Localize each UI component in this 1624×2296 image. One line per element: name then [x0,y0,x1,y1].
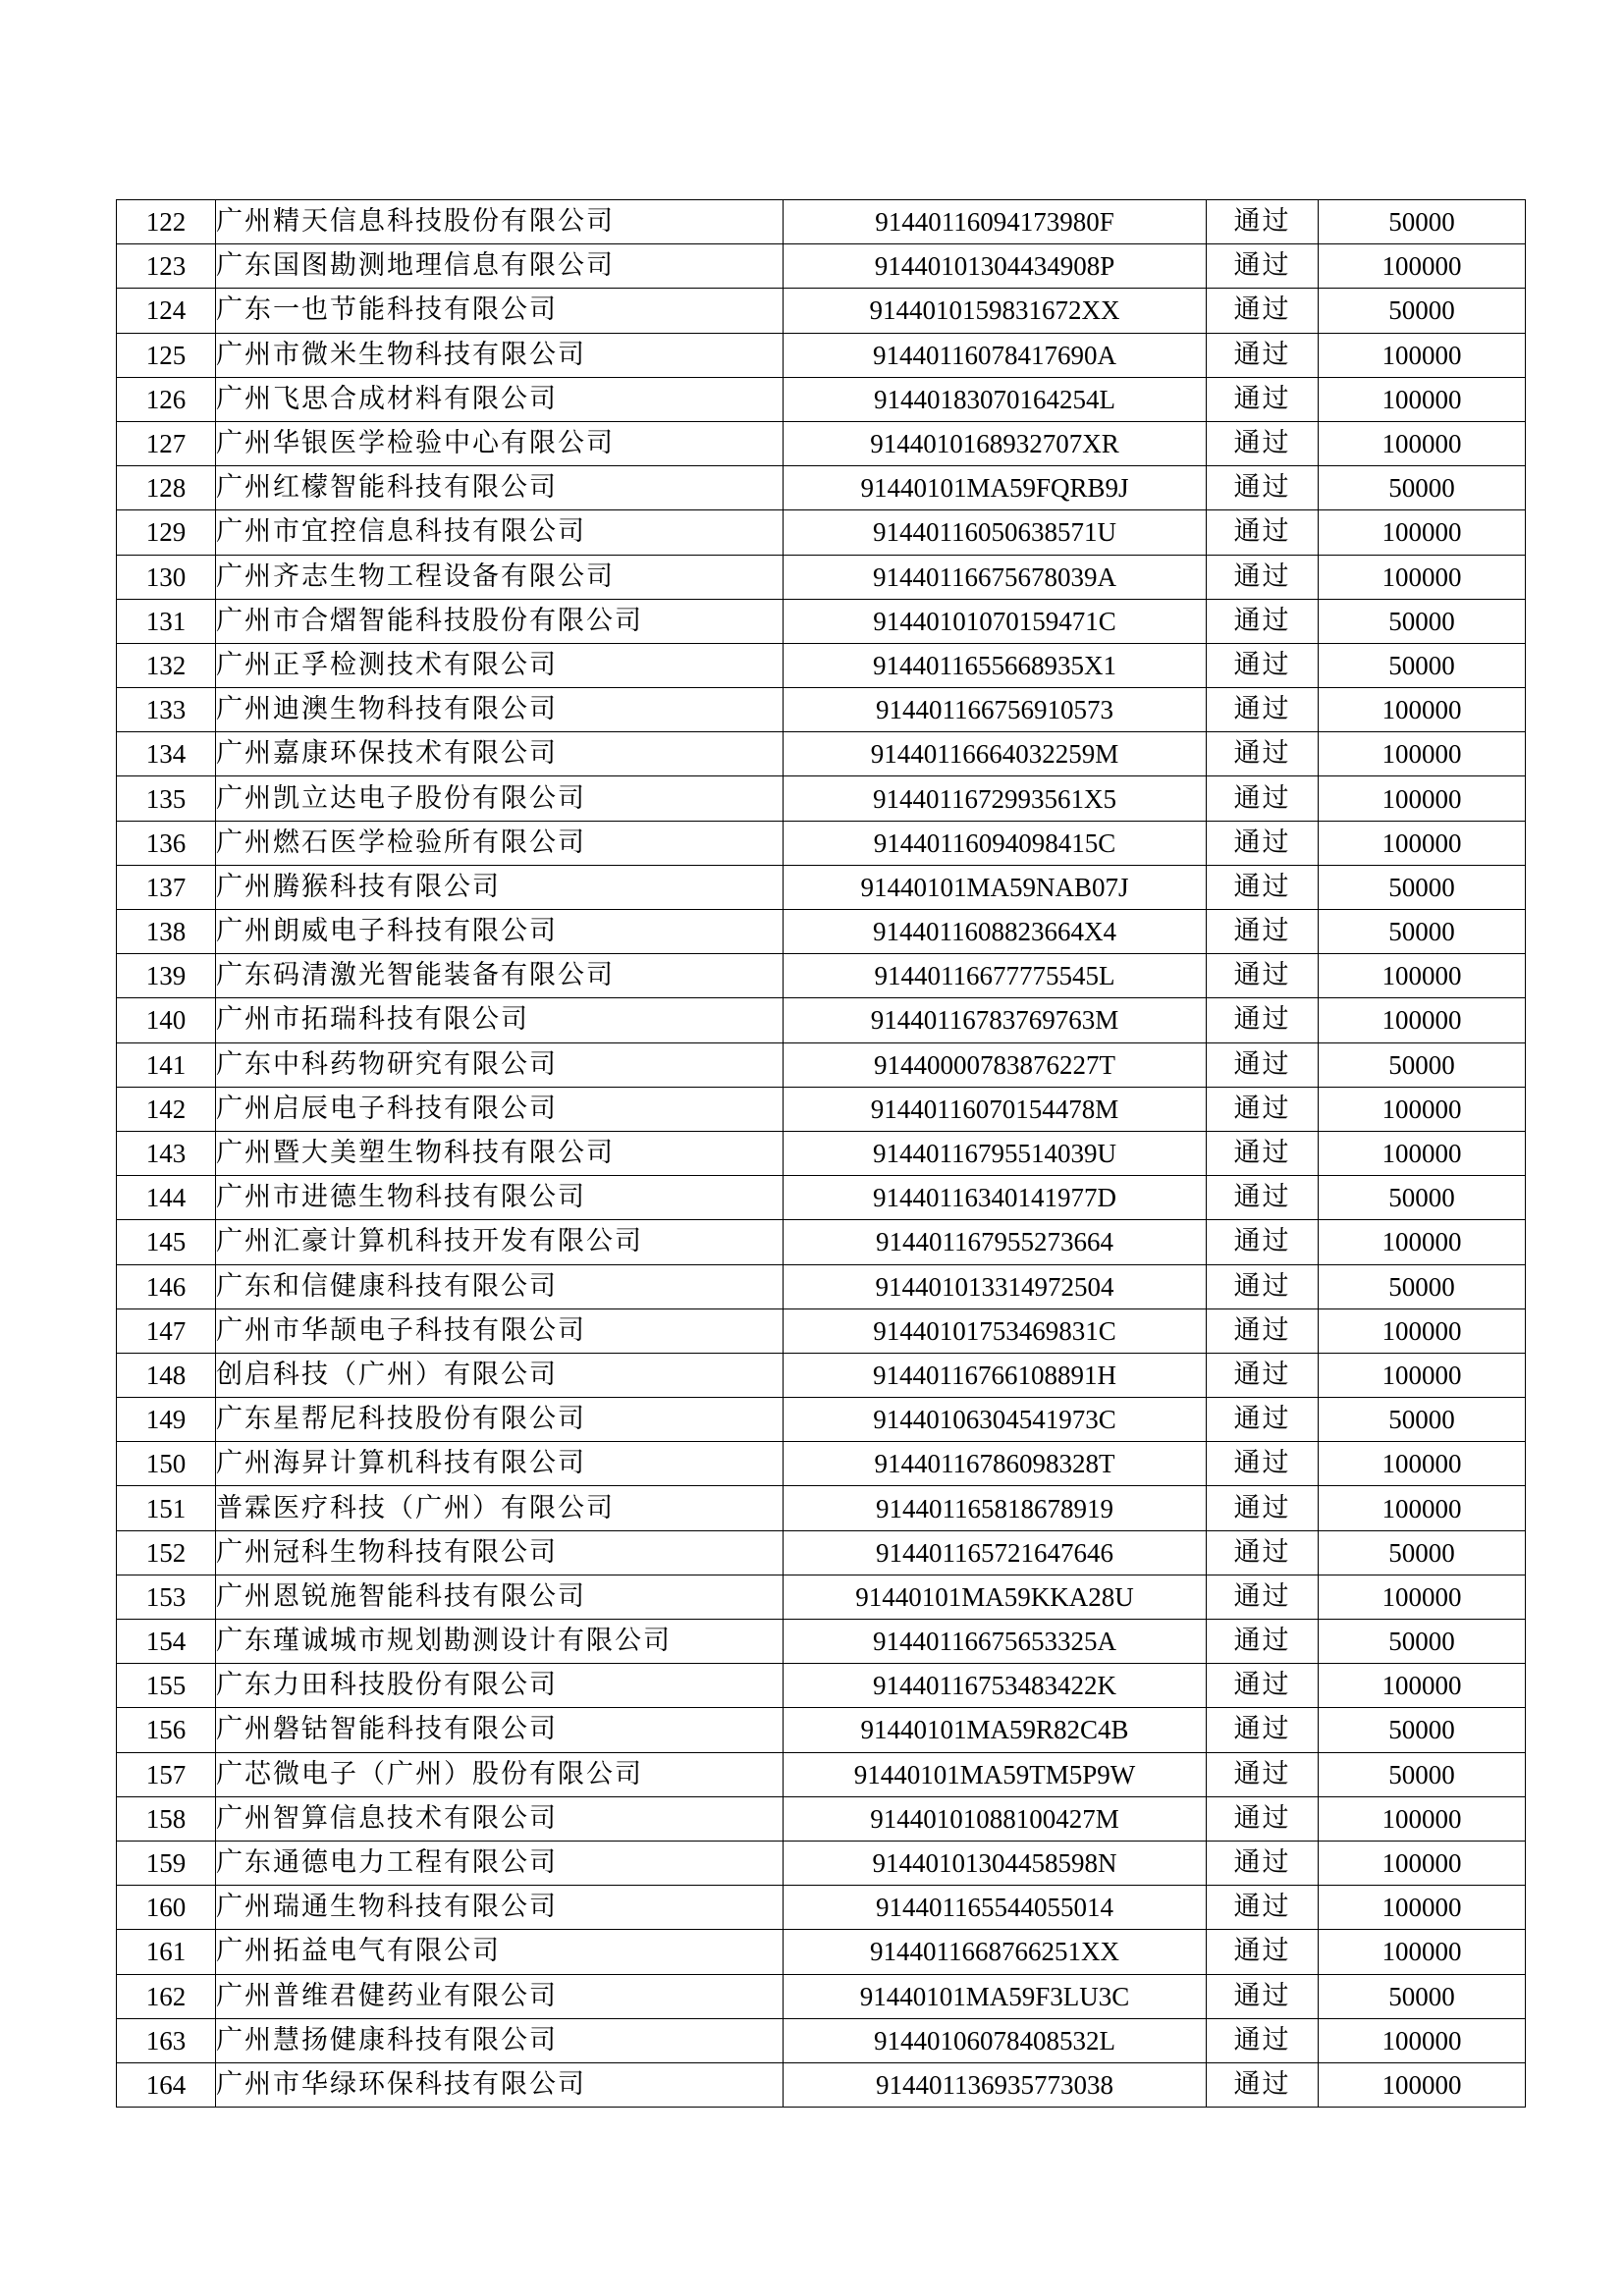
company-name-cell: 广州燃石医学检验所有限公司 [216,821,784,865]
row-number-cell: 124 [117,289,216,333]
subsidy-amount-cell: 50000 [1319,1752,1526,1796]
table-row [117,1398,1526,1442]
company-name-cell: 广州市华颉电子科技有限公司 [216,1308,784,1353]
table-row [117,1886,1526,1930]
credit-code-cell: 91440116664032259M [784,732,1207,776]
review-status-cell: 通过 [1207,1708,1319,1752]
company-name-cell: 广州磐钴智能科技有限公司 [216,1708,784,1752]
credit-code-cell: 91440116753483422K [784,1664,1207,1708]
table-row [117,1841,1526,1885]
table-row [117,1308,1526,1353]
row-number-cell: 133 [117,688,216,732]
subsidy-amount-cell: 50000 [1319,910,1526,954]
credit-code-cell: 91440000783876227T [784,1042,1207,1087]
subsidy-amount-cell: 100000 [1319,2062,1526,2107]
credit-code-cell: 91440101MA59F3LU3C [784,1974,1207,2018]
row-number-cell: 145 [117,1220,216,1264]
review-status-cell: 通过 [1207,1131,1319,1175]
review-status-cell: 通过 [1207,1796,1319,1841]
table-row [117,1176,1526,1220]
row-number-cell: 158 [117,1796,216,1841]
credit-code-cell: 91440101MA59KKA28U [784,1575,1207,1619]
credit-code-cell: 914401165721647646 [784,1530,1207,1575]
table-row [117,1131,1526,1175]
review-status-cell: 通过 [1207,1620,1319,1664]
review-status-cell: 通过 [1207,1042,1319,1087]
subsidy-amount-cell: 100000 [1319,776,1526,821]
row-number-cell: 150 [117,1442,216,1486]
subsidy-amount-cell: 100000 [1319,1575,1526,1619]
company-name-cell: 广州凯立达电子股份有限公司 [216,776,784,821]
table-row [117,1042,1526,1087]
credit-code-cell: 91440116094098415C [784,821,1207,865]
credit-code-cell: 91440116078417690A [784,333,1207,377]
table-row [117,555,1526,599]
row-number-cell: 147 [117,1308,216,1353]
subsidy-amount-cell: 100000 [1319,377,1526,421]
company-name-cell: 广州飞思合成材料有限公司 [216,377,784,421]
review-status-cell: 通过 [1207,1398,1319,1442]
review-status-cell: 通过 [1207,466,1319,510]
company-name-cell: 广州暨大美塑生物科技有限公司 [216,1131,784,1175]
company-name-cell: 广州瑞通生物科技有限公司 [216,1886,784,1930]
review-status-cell: 通过 [1207,732,1319,776]
table-row [117,1087,1526,1131]
company-name-cell: 普霖医疗科技（广州）有限公司 [216,1486,784,1530]
company-name-cell: 广东国图勘测地理信息有限公司 [216,244,784,289]
row-number-cell: 126 [117,377,216,421]
credit-code-cell: 91440101MA59NAB07J [784,865,1207,909]
company-name-cell: 广东力田科技股份有限公司 [216,1664,784,1708]
company-name-cell: 广州精天信息科技股份有限公司 [216,200,784,244]
row-number-cell: 142 [117,1087,216,1131]
review-status-cell: 通过 [1207,1442,1319,1486]
subsidy-amount-cell: 100000 [1319,998,1526,1042]
row-number-cell: 155 [117,1664,216,1708]
credit-code-cell: 91440116675678039A [784,555,1207,599]
company-name-cell: 广芯微电子（广州）股份有限公司 [216,1752,784,1796]
credit-code-cell: 914401167955273664 [784,1220,1207,1264]
row-number-cell: 164 [117,2062,216,2107]
subsidy-amount-cell: 50000 [1319,865,1526,909]
subsidy-amount-cell: 50000 [1319,466,1526,510]
table-row [117,1353,1526,1397]
subsidy-amount-cell: 100000 [1319,555,1526,599]
table-row [117,466,1526,510]
table-row [117,688,1526,732]
review-status-cell: 通过 [1207,599,1319,643]
row-number-cell: 153 [117,1575,216,1619]
subsidy-amount-cell: 50000 [1319,1398,1526,1442]
company-name-cell: 创启科技（广州）有限公司 [216,1353,784,1397]
subsidy-amount-cell: 100000 [1319,1486,1526,1530]
table-row [117,998,1526,1042]
company-name-cell: 广州朗威电子科技有限公司 [216,910,784,954]
subsidy-amount-cell: 50000 [1319,1620,1526,1664]
subsidy-amount-cell: 50000 [1319,1530,1526,1575]
subsidy-amount-cell: 100000 [1319,1220,1526,1264]
review-status-cell: 通过 [1207,998,1319,1042]
table-row [117,1442,1526,1486]
table-row [117,1220,1526,1264]
review-status-cell: 通过 [1207,821,1319,865]
credit-code-cell: 91440116677775545L [784,954,1207,998]
row-number-cell: 129 [117,510,216,555]
credit-code-cell: 91440116766108891H [784,1353,1207,1397]
subsidy-amount-cell: 100000 [1319,1664,1526,1708]
company-name-cell: 广州市宜控信息科技有限公司 [216,510,784,555]
subsidy-amount-cell: 50000 [1319,1974,1526,2018]
review-status-cell: 通过 [1207,1575,1319,1619]
subsidy-amount-cell: 100000 [1319,1308,1526,1353]
credit-code-cell: 91440116786098328T [784,1442,1207,1486]
subsidy-amount-cell: 100000 [1319,244,1526,289]
credit-code-cell: 914401013314972504 [784,1264,1207,1308]
credit-code-cell: 91440101MA59R82C4B [784,1708,1207,1752]
subsidy-amount-cell: 100000 [1319,1886,1526,1930]
table-row [117,599,1526,643]
row-number-cell: 151 [117,1486,216,1530]
row-number-cell: 134 [117,732,216,776]
row-number-cell: 148 [117,1353,216,1397]
credit-code-cell: 9144010159831672XX [784,289,1207,333]
table-row [117,377,1526,421]
subsidy-amount-cell: 100000 [1319,821,1526,865]
row-number-cell: 138 [117,910,216,954]
subsidy-amount-cell: 100000 [1319,421,1526,465]
credit-code-cell: 91440101MA59TM5P9W [784,1752,1207,1796]
review-status-cell: 通过 [1207,643,1319,687]
subsidy-amount-cell: 100000 [1319,1930,1526,1974]
credit-code-cell: 91440116094173980F [784,200,1207,244]
credit-code-cell: 91440183070164254L [784,377,1207,421]
credit-code-cell: 9144011668766251XX [784,1930,1207,1974]
company-name-cell: 广东码清激光智能装备有限公司 [216,954,784,998]
table-row [117,244,1526,289]
table-row [117,1264,1526,1308]
review-status-cell: 通过 [1207,1530,1319,1575]
row-number-cell: 143 [117,1131,216,1175]
table-row [117,289,1526,333]
table-row [117,2018,1526,2062]
review-status-cell: 通过 [1207,865,1319,909]
row-number-cell: 146 [117,1264,216,1308]
table-row [117,910,1526,954]
credit-code-cell: 91440101MA59FQRB9J [784,466,1207,510]
review-status-cell: 通过 [1207,1220,1319,1264]
credit-code-cell: 91440116675653325A [784,1620,1207,1664]
table-row [117,2062,1526,2107]
subsidy-amount-cell: 100000 [1319,1353,1526,1397]
subsidy-amount-cell: 100000 [1319,954,1526,998]
credit-code-cell: 9144011608823664X4 [784,910,1207,954]
review-status-cell: 通过 [1207,1353,1319,1397]
review-status-cell: 通过 [1207,1752,1319,1796]
review-status-cell: 通过 [1207,289,1319,333]
company-name-cell: 广州汇豪计算机科技开发有限公司 [216,1220,784,1264]
company-name-cell: 广州华银医学检验中心有限公司 [216,421,784,465]
table-row [117,510,1526,555]
company-name-cell: 广州恩锐施智能科技有限公司 [216,1575,784,1619]
company-name-cell: 广州海昇计算机科技有限公司 [216,1442,784,1486]
table-row [117,1974,1526,2018]
table-row [117,1575,1526,1619]
row-number-cell: 136 [117,821,216,865]
review-status-cell: 通过 [1207,1264,1319,1308]
subsidy-amount-cell: 50000 [1319,643,1526,687]
subsidy-amount-cell: 50000 [1319,599,1526,643]
row-number-cell: 159 [117,1841,216,1885]
company-name-cell: 广州慧扬健康科技有限公司 [216,2018,784,2062]
table-row [117,776,1526,821]
row-number-cell: 127 [117,421,216,465]
review-status-cell: 通过 [1207,776,1319,821]
table-row [117,954,1526,998]
row-number-cell: 156 [117,1708,216,1752]
subsidy-amount-cell: 100000 [1319,1131,1526,1175]
company-name-cell: 广州红檬智能科技有限公司 [216,466,784,510]
review-status-cell: 通过 [1207,1664,1319,1708]
row-number-cell: 135 [117,776,216,821]
review-status-cell: 通过 [1207,1176,1319,1220]
credit-code-cell: 91440101070159471C [784,599,1207,643]
subsidy-amount-cell: 100000 [1319,2018,1526,2062]
company-name-cell: 广州普维君健药业有限公司 [216,1974,784,2018]
subsidy-amount-cell: 100000 [1319,1841,1526,1885]
credit-code-cell: 91440101753469831C [784,1308,1207,1353]
review-status-cell: 通过 [1207,1974,1319,2018]
review-status-cell: 通过 [1207,1308,1319,1353]
credit-code-cell: 9144011655668935X1 [784,643,1207,687]
credit-code-cell: 91440106304541973C [784,1398,1207,1442]
company-name-cell: 广东通德电力工程有限公司 [216,1841,784,1885]
credit-code-cell: 91440101304434908P [784,244,1207,289]
company-name-cell: 广东中科药物研究有限公司 [216,1042,784,1087]
credit-code-cell: 9144010168932707XR [784,421,1207,465]
row-number-cell: 125 [117,333,216,377]
credit-code-cell: 91440106078408532L [784,2018,1207,2062]
table-row [117,865,1526,909]
subsidy-amount-cell: 100000 [1319,333,1526,377]
subsidy-amount-cell: 100000 [1319,688,1526,732]
row-number-cell: 130 [117,555,216,599]
company-name-cell: 广东和信健康科技有限公司 [216,1264,784,1308]
review-status-cell: 通过 [1207,1930,1319,1974]
subsidy-amount-cell: 50000 [1319,1176,1526,1220]
review-status-cell: 通过 [1207,555,1319,599]
row-number-cell: 123 [117,244,216,289]
table-row [117,200,1526,244]
company-name-cell: 广州拓益电气有限公司 [216,1930,784,1974]
review-status-cell: 通过 [1207,377,1319,421]
company-name-cell: 广州启辰电子科技有限公司 [216,1087,784,1131]
table-row [117,1930,1526,1974]
review-status-cell: 通过 [1207,510,1319,555]
subsidy-amount-cell: 50000 [1319,289,1526,333]
company-name-cell: 广州市华绿环保科技有限公司 [216,2062,784,2107]
subsidy-amount-cell: 100000 [1319,1796,1526,1841]
company-name-cell: 广东瑾诚城市规划勘测设计有限公司 [216,1620,784,1664]
row-number-cell: 139 [117,954,216,998]
company-name-cell: 广州齐志生物工程设备有限公司 [216,555,784,599]
row-number-cell: 163 [117,2018,216,2062]
row-number-cell: 131 [117,599,216,643]
review-status-cell: 通过 [1207,1886,1319,1930]
credit-code-cell: 91440101304458598N [784,1841,1207,1885]
table-row [117,821,1526,865]
table-row [117,1664,1526,1708]
table-row [117,1620,1526,1664]
table-row [117,1752,1526,1796]
company-name-cell: 广州嘉康环保技术有限公司 [216,732,784,776]
review-status-cell: 通过 [1207,1841,1319,1885]
row-number-cell: 161 [117,1930,216,1974]
company-name-cell: 广州腾猴科技有限公司 [216,865,784,909]
row-number-cell: 157 [117,1752,216,1796]
credit-code-cell: 91440116783769763M [784,998,1207,1042]
table-row [117,421,1526,465]
company-name-cell: 广东一也节能科技有限公司 [216,289,784,333]
review-status-cell: 通过 [1207,421,1319,465]
subsidy-amount-cell: 100000 [1319,1087,1526,1131]
table-row [117,1796,1526,1841]
row-number-cell: 122 [117,200,216,244]
row-number-cell: 149 [117,1398,216,1442]
company-list-table [116,199,1526,2108]
review-status-cell: 通过 [1207,2062,1319,2107]
credit-code-cell: 91440116340141977D [784,1176,1207,1220]
review-status-cell: 通过 [1207,910,1319,954]
row-number-cell: 132 [117,643,216,687]
company-name-cell: 广州迪澳生物科技有限公司 [216,688,784,732]
company-name-cell: 广东星帮尼科技股份有限公司 [216,1398,784,1442]
company-name-cell: 广州市拓瑞科技有限公司 [216,998,784,1042]
table-row [117,333,1526,377]
credit-code-cell: 91440116070154478M [784,1087,1207,1131]
row-number-cell: 128 [117,466,216,510]
company-name-cell: 广州市进德生物科技有限公司 [216,1176,784,1220]
table-row [117,732,1526,776]
company-name-cell: 广州正孚检测技术有限公司 [216,643,784,687]
review-status-cell: 通过 [1207,333,1319,377]
credit-code-cell: 9144011672993561X5 [784,776,1207,821]
review-status-cell: 通过 [1207,244,1319,289]
subsidy-amount-cell: 100000 [1319,1442,1526,1486]
row-number-cell: 154 [117,1620,216,1664]
subsidy-amount-cell: 50000 [1319,1708,1526,1752]
table-row [117,1708,1526,1752]
row-number-cell: 137 [117,865,216,909]
company-name-cell: 广州市微米生物科技有限公司 [216,333,784,377]
row-number-cell: 162 [117,1974,216,2018]
company-name-cell: 广州冠科生物科技有限公司 [216,1530,784,1575]
row-number-cell: 160 [117,1886,216,1930]
row-number-cell: 140 [117,998,216,1042]
company-name-cell: 广州市合熠智能科技股份有限公司 [216,599,784,643]
review-status-cell: 通过 [1207,688,1319,732]
subsidy-amount-cell: 50000 [1319,1042,1526,1087]
credit-code-cell: 91440101088100427M [784,1796,1207,1841]
table-row [117,1530,1526,1575]
table-row [117,643,1526,687]
review-status-cell: 通过 [1207,1087,1319,1131]
table-row [117,1486,1526,1530]
credit-code-cell: 914401166756910573 [784,688,1207,732]
row-number-cell: 144 [117,1176,216,1220]
subsidy-amount-cell: 100000 [1319,732,1526,776]
credit-code-cell: 91440116050638571U [784,510,1207,555]
review-status-cell: 通过 [1207,954,1319,998]
company-name-cell: 广州智算信息技术有限公司 [216,1796,784,1841]
subsidy-amount-cell: 50000 [1319,200,1526,244]
review-status-cell: 通过 [1207,1486,1319,1530]
company-list-body [117,200,1526,2108]
credit-code-cell: 914401136935773038 [784,2062,1207,2107]
review-status-cell: 通过 [1207,2018,1319,2062]
subsidy-amount-cell: 100000 [1319,510,1526,555]
subsidy-amount-cell: 50000 [1319,1264,1526,1308]
row-number-cell: 152 [117,1530,216,1575]
row-number-cell: 141 [117,1042,216,1087]
review-status-cell: 通过 [1207,200,1319,244]
credit-code-cell: 914401165818678919 [784,1486,1207,1530]
credit-code-cell: 914401165544055014 [784,1886,1207,1930]
credit-code-cell: 91440116795514039U [784,1131,1207,1175]
